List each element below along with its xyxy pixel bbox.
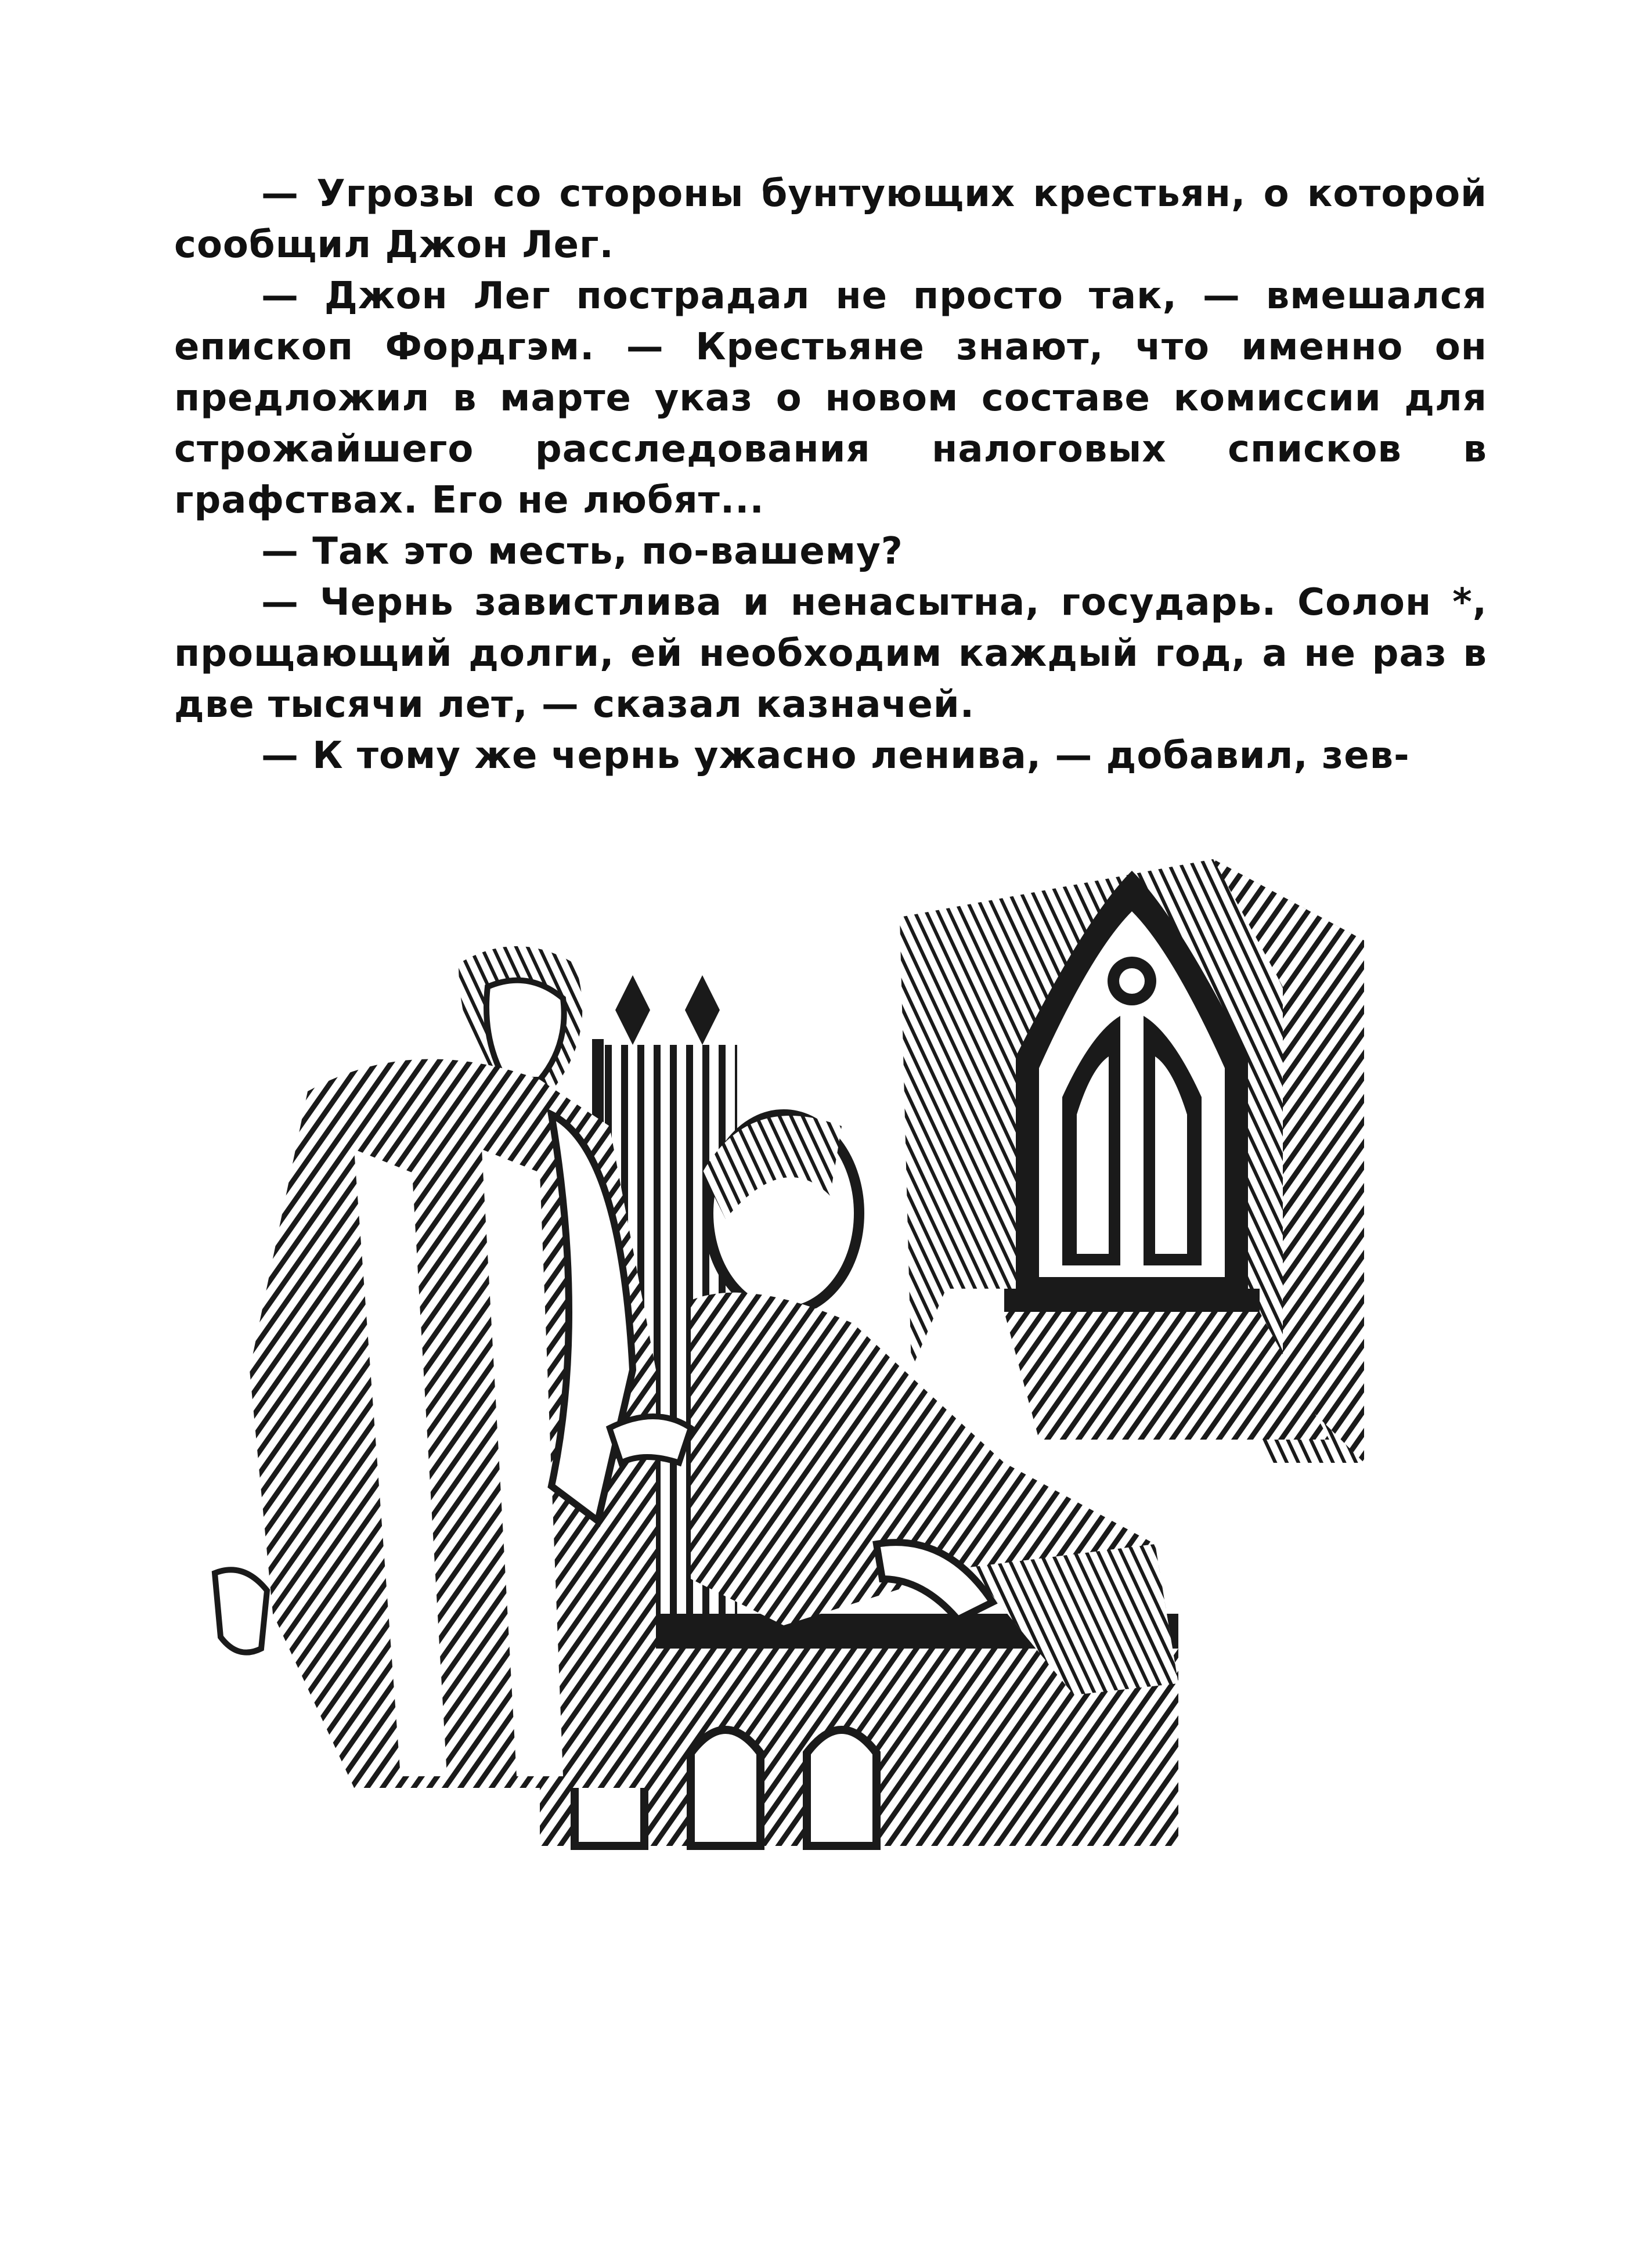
- body-text: [174, 168, 1487, 781]
- paragraph-1: — Угрозы со стороны бунтующих крестьян, о которой сообщил Джон Лег.: [174, 172, 1487, 266]
- paragraph-5: — К тому же чернь ужасно ленива, — добавил, зев-: [261, 734, 1410, 777]
- engraving-illustration: [134, 847, 1515, 1858]
- paragraph-4: — Чернь завистлива и ненасытна, государь. Солон *, прощающий долги, ей необходим каждый год, а не раз в две тысячи лет, — сказал казначей.: [174, 581, 1487, 726]
- engraving-svg: [134, 847, 1515, 1858]
- paragraph-2: — Джон Лег пострадал не просто так, — вмешался епископ Фордгэм. — Крестьяне знают, что именно он предложил в марте указ о новом составе комиссии для строжайшего расследования налоговых списков в графствах. Его не любят...: [174, 275, 1487, 522]
- paragraph-3: — Так это месть, по-вашему?: [261, 530, 903, 573]
